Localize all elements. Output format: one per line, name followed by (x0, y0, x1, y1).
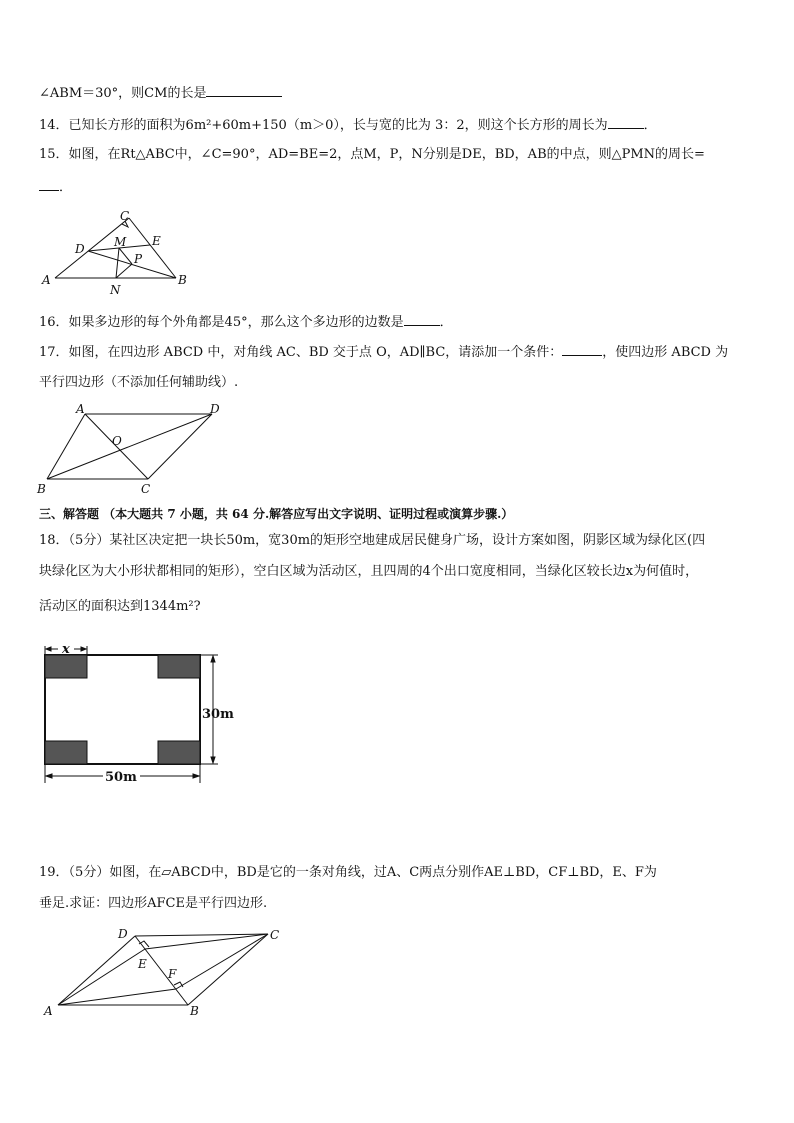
question-17-line2 (39, 374, 238, 392)
section-heading (39, 505, 513, 523)
q17-text-a: 17．如图，在四边形 ABCD 中，对角线 AC、BD 交于点 O，AD∥BC，请添加一个条件： (39, 345, 563, 360)
question-15-line2 (39, 178, 72, 197)
section-heading-text: 三、解答题 （本大题共 7 小题，共 64 分.解答应写出文字说明、证明过程或演算步骤.） (39, 507, 514, 521)
question-16 (39, 313, 453, 332)
segment-dc (135, 934, 268, 936)
q13-text: ∠ABM＝30°，则CM的长是 (39, 86, 207, 101)
segment-ec (145, 934, 268, 949)
h-arrow-bottom (211, 757, 215, 763)
q16-end: ． (439, 315, 453, 330)
question-17-line1 (39, 343, 728, 362)
green-area-bottom-right (158, 741, 200, 764)
q17-text-b: ，使四边形 ABCD 为 (602, 345, 729, 360)
answer-blank (404, 313, 440, 326)
answer-blank (39, 178, 59, 191)
segment-ad (58, 936, 135, 1005)
segment-cf (176, 934, 268, 989)
label-c: C (120, 209, 130, 223)
q15-end: ． (59, 180, 73, 195)
x-arrow-right (81, 647, 86, 651)
q14-text: 14．已知长方形的面积为6m²+60m+150（m＞0），长与宽的比为 3：2，则这个长方形的周长为 (39, 118, 608, 133)
w-arrow-right (193, 774, 199, 778)
right-angle-mark-e (139, 941, 149, 947)
label-n: N (110, 283, 121, 297)
green-area-top-right (158, 655, 200, 678)
label-a: A (42, 273, 51, 287)
label-d: D (210, 402, 220, 416)
label-x: x (62, 642, 70, 657)
q18-text-2: 块绿化区为大小形状都相同的矩形），空白区域为活动区，且四周的4个出口宽度相同，当绿化区较长边x为何值时， (39, 564, 699, 579)
segment-af (58, 989, 176, 1005)
segment-dc (148, 414, 212, 479)
label-b: B (190, 1004, 199, 1018)
label-o: O (112, 434, 122, 448)
right-angle-mark-f (174, 982, 183, 987)
segment-ae (58, 949, 145, 1005)
label-30m: 30m (202, 707, 234, 722)
segment-pn (116, 264, 132, 278)
label-d: D (75, 242, 85, 256)
q18-figure (38, 638, 243, 788)
answer-blank (608, 116, 644, 129)
q19-text-1: 19．（5分）如图，在▱ABCD中，BD是它的一条对角线，过A、C两点分别作AE⊥BD，CF⊥BD，E、F为 (39, 865, 657, 880)
q15-figure (38, 208, 198, 298)
label-c: C (141, 482, 151, 496)
diagonal-bd (47, 414, 212, 479)
label-b: B (178, 273, 187, 287)
q15-text: 15．如图，在Rt△ABC中，∠C=90°，AD=BE=2，点M，P，N分别是DE，BD，AB的中点，则△PMN的周长= (39, 147, 705, 162)
answer-blank (562, 343, 602, 356)
segment-cb (188, 934, 268, 1005)
label-50m: 50m (105, 770, 137, 785)
segment-ab (47, 414, 85, 479)
label-f: F (168, 967, 177, 981)
label-a: A (76, 402, 85, 416)
question-15-line1 (39, 146, 705, 164)
q18-text-1: 18．（5分）某社区决定把一块长50m，宽30m的矩形空地建成居民健身广场，设计方案如图，阴影区域为绿化区(四 (39, 533, 706, 548)
answer-blank (206, 84, 282, 97)
label-a: A (44, 1004, 53, 1018)
label-d: D (118, 927, 128, 941)
question-18-line2 (39, 563, 698, 581)
question-19-line1 (39, 864, 657, 882)
q19-text-2: 垂足.求证：四边形AFCE是平行四边形. (39, 896, 268, 911)
q18-text-3: 活动区的面积达到1344m²? (39, 599, 201, 614)
label-b: B (37, 482, 46, 496)
x-arrow-left (46, 647, 51, 651)
label-p: P (134, 252, 143, 266)
question-18-line3 (39, 598, 201, 616)
label-m: M (114, 235, 127, 249)
question-19-line2 (39, 895, 267, 913)
question-14 (39, 116, 657, 135)
q17-text-2: 平行四边形（不添加任何辅助线）. (39, 375, 239, 390)
q13-tail (39, 84, 282, 103)
h-arrow-top (211, 656, 215, 662)
segment-cb (129, 218, 176, 278)
q14-end: ． (643, 118, 657, 133)
segment-mn (116, 248, 119, 278)
green-area-bottom-left (45, 741, 87, 764)
w-arrow-left (46, 774, 52, 778)
q19-figure (38, 922, 288, 1022)
label-e: E (152, 234, 161, 248)
label-c: C (270, 928, 280, 942)
q17-figure (34, 402, 234, 498)
label-e: E (138, 957, 147, 971)
green-area-top-left (45, 655, 87, 678)
question-18-line1 (39, 532, 705, 550)
q16-text: 16．如果多边形的每个外角都是45°，那么这个多边形的边数是 (39, 315, 404, 330)
